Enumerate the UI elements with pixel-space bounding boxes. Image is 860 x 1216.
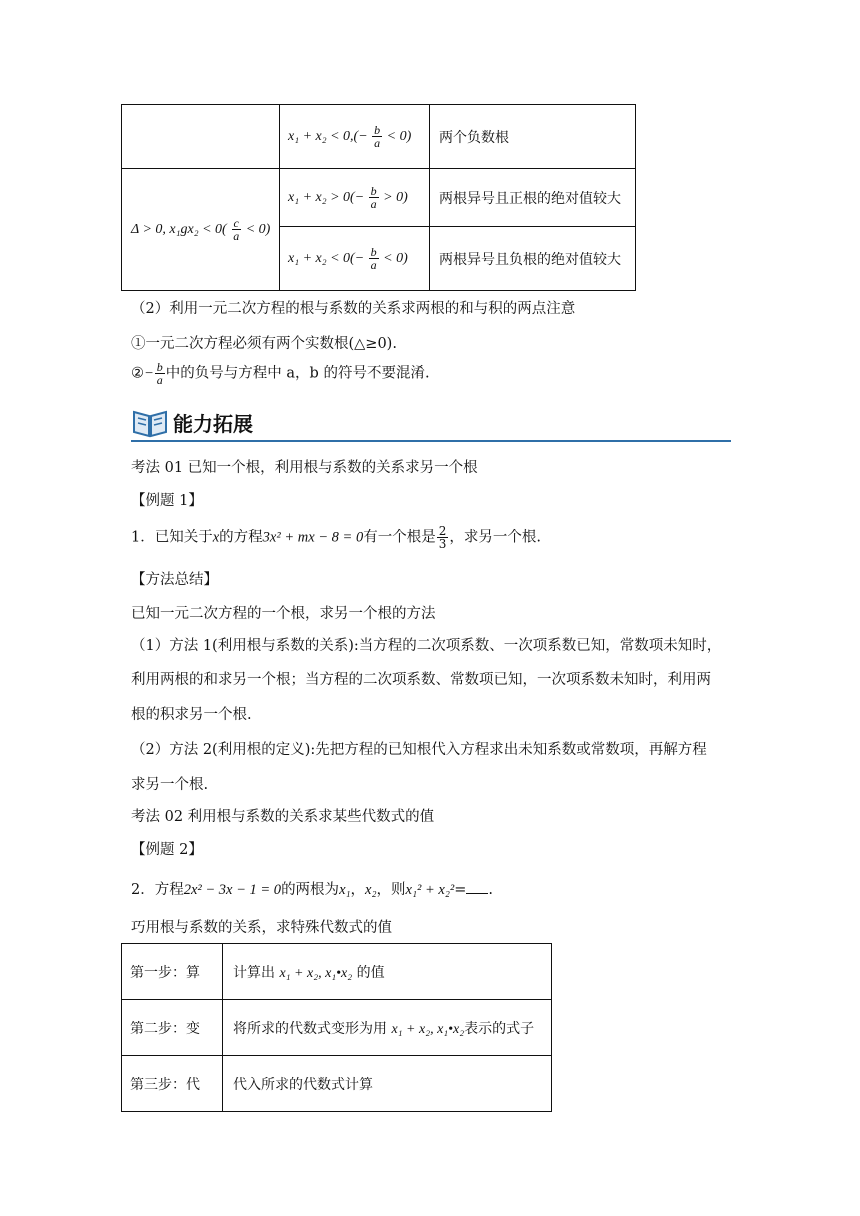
cond-opposite-signs: Δ > 0, x₁gx₂ < 0( $\frac{c}{a}$ < 0) [131,216,271,243]
step-desc-cell [223,1000,552,1056]
cond-sum-negative: x₁ + x₂ < 0(− $\frac{b}{a}$ < 0) [288,245,408,272]
cond-sum-positive: x₁ + x₂ > 0(− $\frac{b}{a}$ > 0) [288,184,408,211]
summary-line-3: 利用两根的和求另一个根；当方程的二次项系数、常数项已知，一次项系数未知时，利用两 [131,672,711,688]
step-1-desc: 计算出 x₁ + x₂, x₁•x₂ 的值 [233,964,385,981]
step-label-cell [122,1056,223,1112]
summary-line-4: 根的积求另一个根. [131,707,252,723]
note-2: ②− $\frac{b}{a}$ 中的负号与方程中 a，b 的符号不要混淆. [131,360,430,387]
summary-line-1: 已知一元二次方程的一个根，求另一个根的方法 [131,606,436,622]
step-3-label: 第三步：代 [130,1076,200,1093]
step-1-label: 第一步：算 [130,964,200,981]
table1-empty-cell [122,105,280,169]
example1-label: 【例题 1】 [131,493,203,509]
cond-negative: x₁ + x₂ < 0,(− $\frac{b}{a}$ < 0) [288,123,412,150]
section-title: 能力拓展 [173,412,253,436]
summary-line-5: （2）方法 2(利用根的定义):先把方程的已知根代入方程求出未知系数或常数项，再解方程 [131,742,707,758]
table1-cond-cell [280,227,430,291]
step-2-desc: 将所求的代数式变形为用 x₁ + x₂, x₁•x₂表示的式子 [233,1020,535,1037]
step-label-cell [122,1000,223,1056]
result-two-negative: 两个负数根 [439,129,509,146]
section-header [131,404,731,444]
step-label-cell [122,944,223,1000]
note-1: ①一元二次方程必须有两个实数根(△≥0). [131,336,397,352]
table1-result-cell [430,169,636,227]
answer-blank [466,881,488,894]
step-desc-cell [223,944,552,1000]
step-2-label: 第二步：变 [130,1020,200,1037]
table1-result-cell [430,105,636,169]
table1-left-cond-cell [122,169,280,291]
tip-line: 巧用根与系数的关系，求特殊代数式的值 [131,920,392,936]
table1-result-cell [430,227,636,291]
example1-question: 1．已知关于x的方程3x² + mx − 8 = 0有一个根是 $\frac{2}{3}$ ，求另一个根. [131,524,541,551]
step-3-desc: 代入所求的代数式计算 [233,1076,373,1093]
summary-line-2: （1）方法 1(利用根与系数的关系):当方程的二次项系数、一次项系数已知，常数项未知时， [131,638,722,654]
section-divider [131,440,731,442]
step-desc-cell [223,1056,552,1112]
steps-table [121,943,552,1112]
method2-title: 考法 02 利用根与系数的关系求某些代数式的值 [131,809,435,825]
method1-title: 考法 01 已知一个根，利用根与系数的关系求另一个根 [131,460,478,476]
book-icon [131,406,169,440]
table1-cond-cell [280,169,430,227]
example2-label: 【例题 2】 [131,842,203,858]
result-positive-larger: 两根异号且正根的绝对值较大 [439,190,621,207]
table1-cond-cell [280,105,430,169]
result-negative-larger: 两根异号且负根的绝对值较大 [439,251,621,268]
roots-sign-table [121,104,636,291]
notes-heading: （2）利用一元二次方程的根与系数的关系求两根的和与积的两点注意 [131,301,576,317]
summary-label: 【方法总结】 [131,572,218,588]
example2-question: 2．方程2x² − 3x − 1 = 0的两根为x₁，x₂，则x₁² + x₂²= . [131,882,493,898]
summary-line-6: 求另一个根. [131,777,209,793]
